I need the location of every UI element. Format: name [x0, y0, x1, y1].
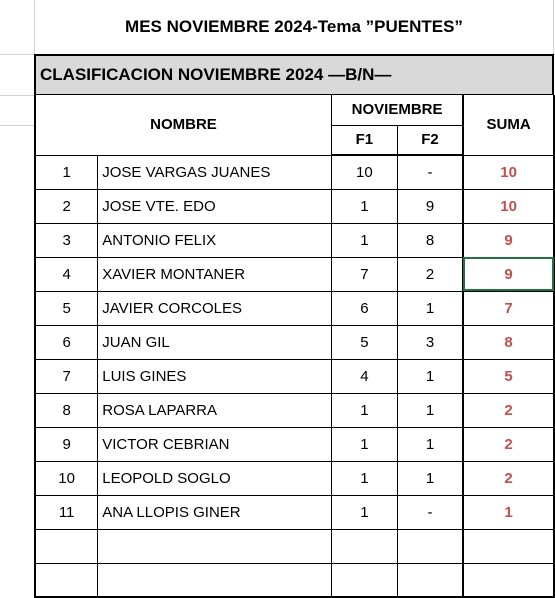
- suma-cell[interactable]: 5: [463, 359, 554, 393]
- header-suma-label: SUMA: [486, 116, 531, 134]
- f1-cell[interactable]: 10: [331, 155, 397, 189]
- suma-cell[interactable]: 9: [463, 223, 554, 257]
- name-cell[interactable]: LEOPOLD SOGLO: [98, 461, 332, 495]
- header-nombre[interactable]: [35, 95, 331, 155]
- header-noviembre[interactable]: [331, 95, 463, 125]
- position-cell[interactable]: 5: [35, 291, 98, 325]
- position-cell[interactable]: 1: [35, 155, 98, 189]
- sheet-title[interactable]: MES NOVIEMBRE 2024-Tema ”PUENTES”: [34, 0, 554, 54]
- suma-cell[interactable]: 8: [463, 325, 554, 359]
- suma-cell[interactable]: 1: [463, 495, 554, 529]
- position-cell[interactable]: [35, 563, 98, 597]
- name-cell[interactable]: JOSE VTE. EDO: [98, 189, 332, 223]
- f2-cell[interactable]: 1: [397, 427, 463, 461]
- position-cell[interactable]: 11: [35, 495, 98, 529]
- suma-cell[interactable]: 9: [463, 257, 554, 291]
- table-row: [35, 325, 554, 359]
- header-suma[interactable]: [463, 95, 554, 155]
- suma-cell[interactable]: 2: [463, 393, 554, 427]
- table-row: [35, 359, 554, 393]
- name-cell[interactable]: [98, 529, 332, 563]
- position-cell[interactable]: 10: [35, 461, 98, 495]
- table-row: [35, 291, 554, 325]
- f2-cell[interactable]: 3: [397, 325, 463, 359]
- f2-cell[interactable]: 1: [397, 461, 463, 495]
- position-cell[interactable]: 7: [35, 359, 98, 393]
- f2-cell[interactable]: [397, 529, 463, 563]
- f1-cell[interactable]: [331, 563, 397, 597]
- name-cell[interactable]: XAVIER MONTANER: [98, 257, 332, 291]
- table-row: [35, 563, 554, 597]
- f2-cell[interactable]: 2: [397, 257, 463, 291]
- f1-cell[interactable]: 7: [331, 257, 397, 291]
- table-row: [35, 461, 554, 495]
- suma-cell[interactable]: 10: [463, 189, 554, 223]
- f2-cell[interactable]: 1: [397, 393, 463, 427]
- f1-cell[interactable]: 5: [331, 325, 397, 359]
- gridline: [0, 125, 35, 126]
- name-cell[interactable]: ANTONIO FELIX: [98, 223, 332, 257]
- position-cell[interactable]: 4: [35, 257, 98, 291]
- f2-cell[interactable]: -: [397, 495, 463, 529]
- f2-cell[interactable]: [397, 563, 463, 597]
- header-noviembre-label: NOVIEMBRE: [351, 101, 443, 119]
- suma-cell[interactable]: 7: [463, 291, 554, 325]
- table-row: [35, 257, 554, 291]
- name-cell[interactable]: [98, 563, 332, 597]
- classification-header[interactable]: CLASIFICACION NOVIEMBRE 2024 —B/N—: [34, 54, 554, 95]
- f2-cell[interactable]: 9: [397, 189, 463, 223]
- name-cell[interactable]: JOSE VARGAS JUANES: [98, 155, 332, 189]
- f1-cell[interactable]: 6: [331, 291, 397, 325]
- table-row: [35, 427, 554, 461]
- position-cell[interactable]: 6: [35, 325, 98, 359]
- f1-cell[interactable]: 1: [331, 393, 397, 427]
- f1-cell[interactable]: 1: [331, 189, 397, 223]
- ranking-table: [34, 95, 555, 598]
- position-cell[interactable]: 9: [35, 427, 98, 461]
- f2-cell[interactable]: 8: [397, 223, 463, 257]
- header-nombre-label: NOMBRE: [150, 116, 217, 134]
- f1-cell[interactable]: 1: [331, 461, 397, 495]
- name-cell[interactable]: ROSA LAPARRA: [98, 393, 332, 427]
- f2-cell[interactable]: 1: [397, 291, 463, 325]
- table-row: [35, 155, 554, 189]
- name-cell[interactable]: JUAN GIL: [98, 325, 332, 359]
- table-row: [35, 529, 554, 563]
- gridline: [0, 95, 35, 96]
- name-cell[interactable]: ANA LLOPIS GINER: [98, 495, 332, 529]
- suma-cell[interactable]: [463, 529, 554, 563]
- suma-cell[interactable]: 2: [463, 427, 554, 461]
- f1-cell[interactable]: 1: [331, 495, 397, 529]
- f1-cell[interactable]: 1: [331, 427, 397, 461]
- position-cell[interactable]: [35, 529, 98, 563]
- position-cell[interactable]: 2: [35, 189, 98, 223]
- position-cell[interactable]: 8: [35, 393, 98, 427]
- f1-cell[interactable]: 4: [331, 359, 397, 393]
- table-row: [35, 495, 554, 529]
- name-cell[interactable]: JAVIER CORCOLES: [98, 291, 332, 325]
- gridline: [0, 54, 35, 55]
- suma-cell[interactable]: 2: [463, 461, 554, 495]
- name-cell[interactable]: LUIS GINES: [98, 359, 332, 393]
- suma-cell[interactable]: 10: [463, 155, 554, 189]
- f2-cell[interactable]: -: [397, 155, 463, 189]
- name-cell[interactable]: VICTOR CEBRIAN: [98, 427, 332, 461]
- table-row: [35, 393, 554, 427]
- header-f1-label: F1: [355, 131, 374, 149]
- header-f1[interactable]: [331, 125, 397, 155]
- header-f2-label: F2: [421, 131, 439, 149]
- header-f2[interactable]: [397, 125, 463, 155]
- table-row: [35, 189, 554, 223]
- f1-cell[interactable]: 1: [331, 223, 397, 257]
- suma-cell[interactable]: [463, 563, 554, 597]
- f2-cell[interactable]: 1: [397, 359, 463, 393]
- f1-cell[interactable]: [331, 529, 397, 563]
- table-row: [35, 223, 554, 257]
- position-cell[interactable]: 3: [35, 223, 98, 257]
